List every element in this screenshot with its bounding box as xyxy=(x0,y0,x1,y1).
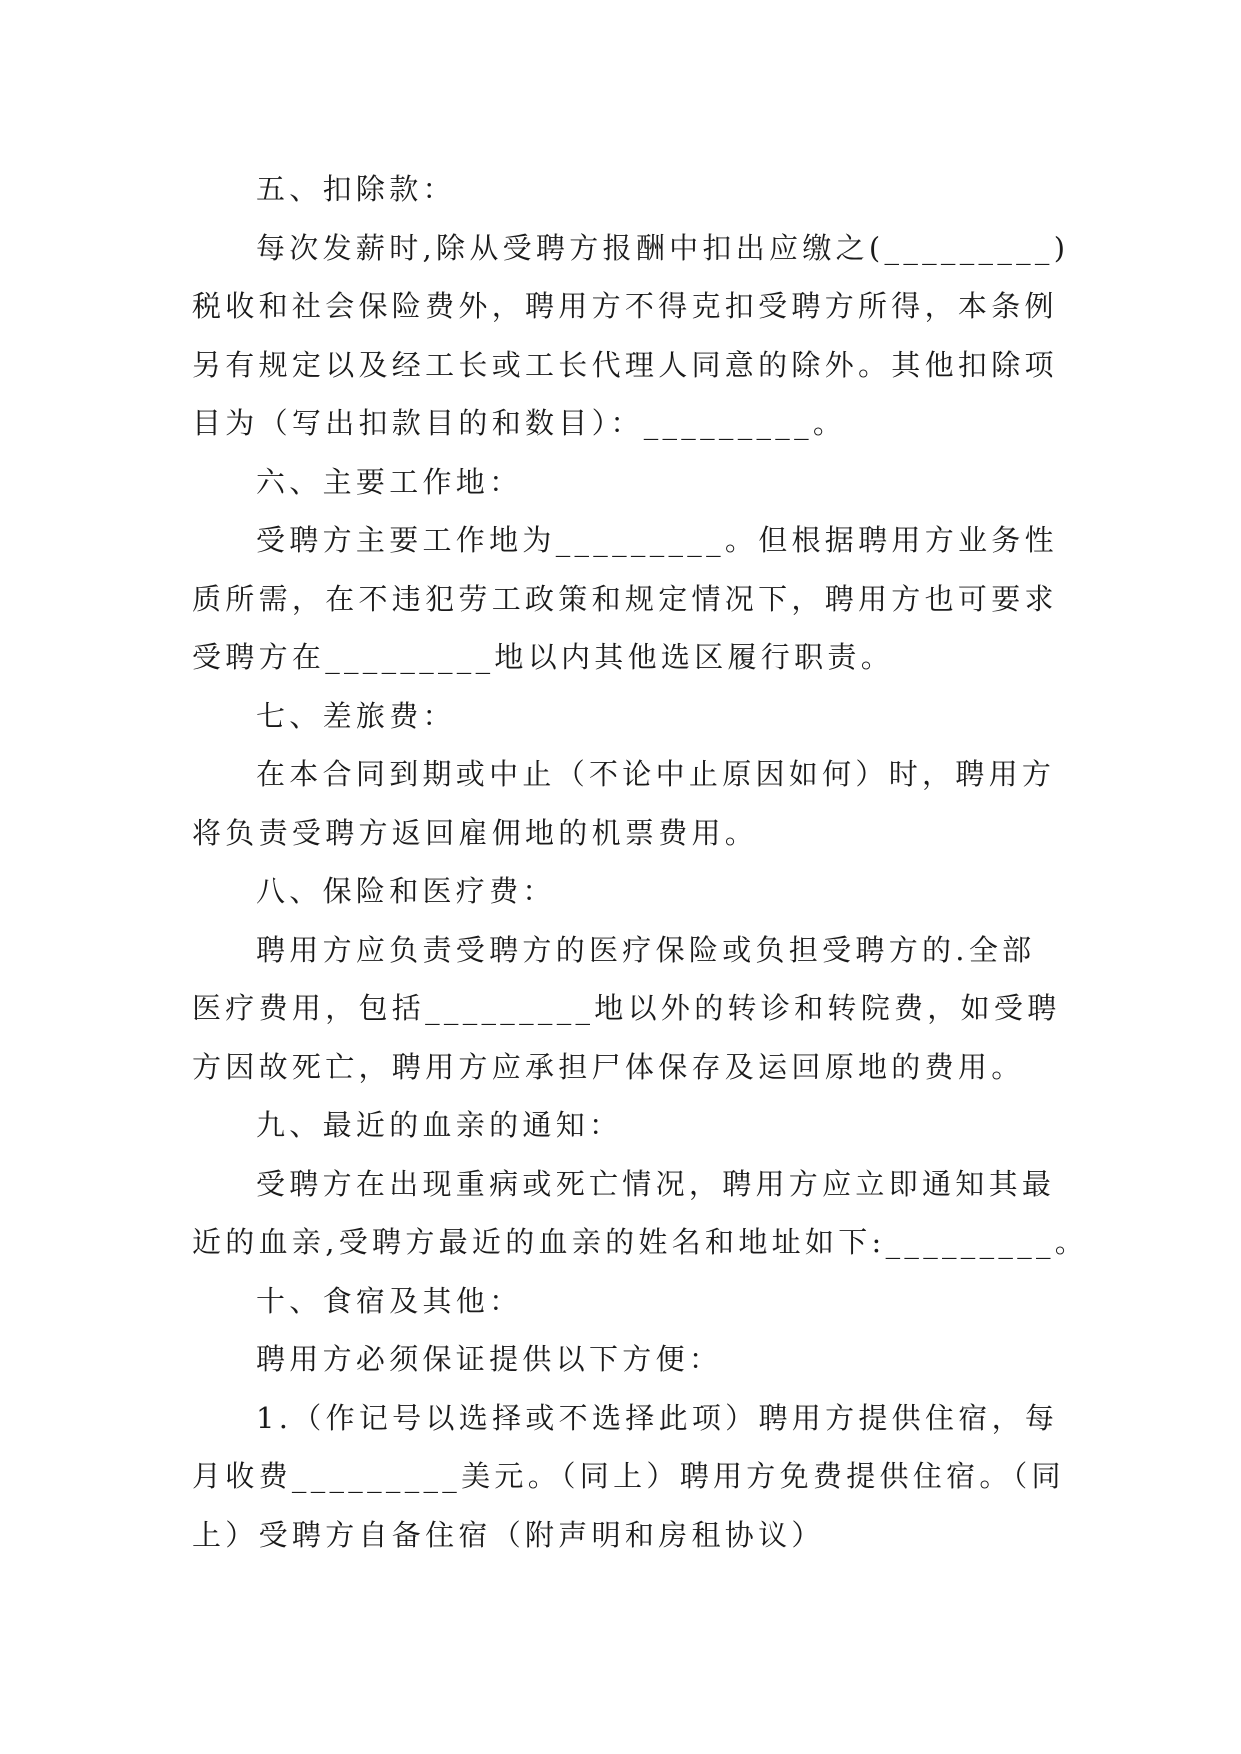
paragraph-line: 另有规定以及经工长或工长代理人同意的除外。其他扣除项 xyxy=(192,347,1058,382)
section-heading-board-lodging: 十、食宿及其他： xyxy=(256,1283,523,1318)
section-heading-insurance: 八、保险和医疗费： xyxy=(256,874,556,908)
paragraph-line: 上）受聘方自备住宿（附声明和房租协议） xyxy=(192,1517,825,1552)
paragraph-line: 将负责受聘方返回雇佣地的机票费用。 xyxy=(192,815,759,850)
section-heading-deductions: 五、扣除款： xyxy=(256,172,456,206)
paragraph-line: 聘用方必须保证提供以下方便： xyxy=(256,1342,723,1376)
paragraph-line: 税收和社会保险费外，聘用方不得克扣受聘方所得，本条例 xyxy=(192,289,1058,323)
paragraph-line: 医疗费用，包括_________地以外的转诊和转院费，如受聘 xyxy=(192,991,1061,1025)
paragraph-line: 目为（写出扣款目的和数目）：_________。 xyxy=(192,406,847,440)
section-heading-next-of-kin: 九、最近的血亲的通知： xyxy=(256,1108,623,1142)
paragraph-line: 近的血亲,受聘方最近的血亲的姓名和地址如下:_________。 xyxy=(192,1225,1089,1259)
paragraph-line: 受聘方在出现重病或死亡情况，聘用方应立即通知其最 xyxy=(256,1166,1056,1201)
paragraph-line: 月收费_________美元。（同上）聘用方免费提供住宿。（同 xyxy=(192,1459,1065,1493)
section-heading-workplace: 六、主要工作地： xyxy=(256,464,523,499)
paragraph-line: 聘用方应负责受聘方的医疗保险或负担受聘方的.全部 xyxy=(256,932,1036,967)
paragraph-line: 方因故死亡，聘用方应承担尸体保存及运回原地的费用。 xyxy=(192,1049,1025,1084)
section-heading-travel: 七、差旅费： xyxy=(256,698,456,733)
paragraph-line: 质所需，在不违犯劳工政策和规定情况下，聘用方也可要求 xyxy=(192,581,1058,616)
paragraph-line: 受聘方主要工作地为_________。但根据聘用方业务性 xyxy=(256,523,1058,557)
list-item-line: 1.（作记号以选择或不选择此项）聘用方提供住宿，每 xyxy=(256,1400,1059,1435)
paragraph-line: 受聘方在_________地以内其他选区履行职责。 xyxy=(192,640,895,674)
paragraph-line: 每次发薪时,除从受聘方报酬中扣出应缴之(_________) xyxy=(256,230,1070,265)
paragraph-line: 在本合同到期或中止（不论中止原因如何）时，聘用方 xyxy=(256,757,1056,791)
document-page xyxy=(192,160,1089,1564)
